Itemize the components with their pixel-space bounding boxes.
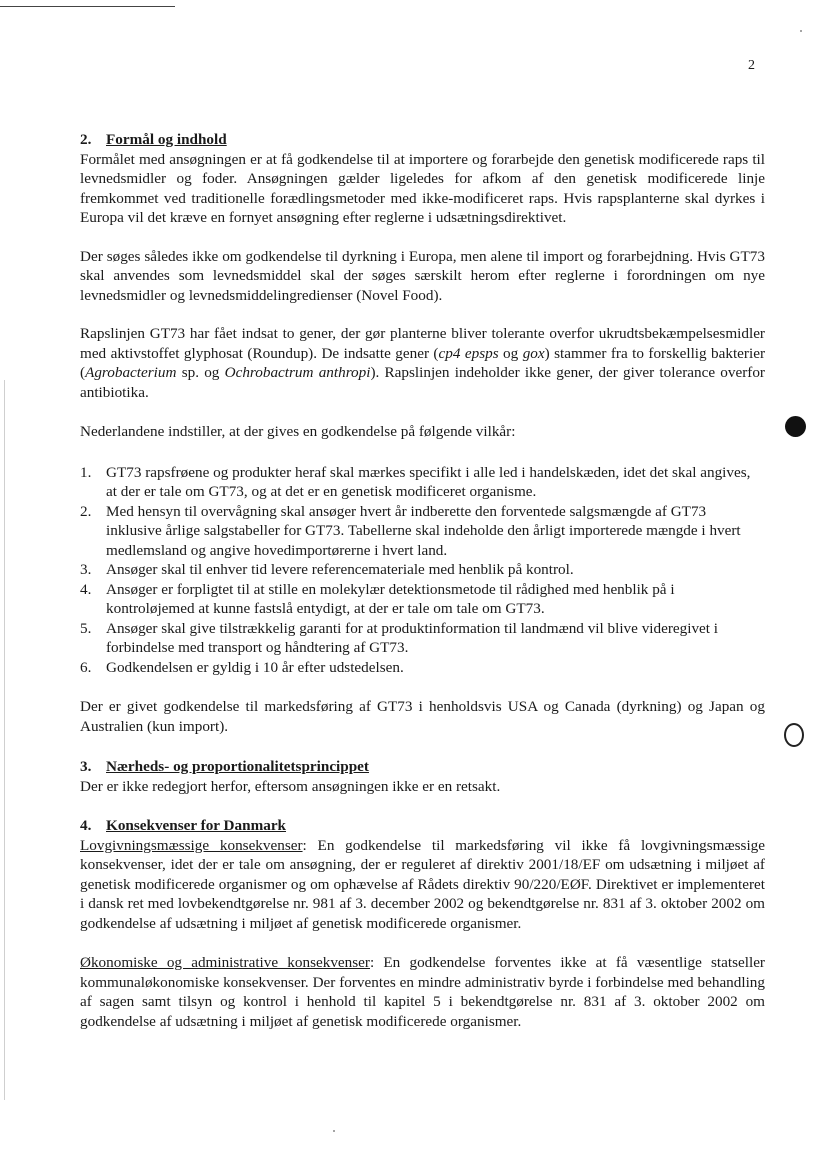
gene-name: gox <box>522 344 545 362</box>
section-number: 2. <box>80 131 92 148</box>
list-item: 2. Med hensyn til overvågning skal ansøger hvert år indberette den forventede salgsmængde af GT73 inklusive årlige salgstabeller for GT73. Tabellerne skal indeholde den årligt importerede mængde i hvert medlemsland og angive hovedimportørerne i hvert land. <box>80 502 741 559</box>
subheading: Lovgivningsmæssige konsekvenser <box>80 836 303 854</box>
section-number: 3. <box>80 758 92 775</box>
economic-consequences-paragraph: Økonomiske og administrative konsekvenser: En godkendelse forventes ikke at få væsentlige statseller kommunaløkonomiske konsekvenser. Der forventes en mindre administrativ byrde i forbindelse med behandling af sagen samt tilsyn og kontrol i henhold til kapitel 5 i bekendtgørelse nr. 831 af 3. oktober 2002 om godkendelse af udsætning i miljøet af genetisk modificerede organismer. <box>80 954 765 1030</box>
section-title: Konsekvenser for Danmark <box>106 817 287 834</box>
genes-paragraph: Rapslinjen GT73 har fået indsat to gener, der gør planterne bliver tolerante overfor ukrudtsbekæmpelsesmidler med aktivstoffet glyphosat (Roundup). De indsatte gener (cp4 epsps og gox) stammer fra to forskellig bakterier (Agrobacterium sp. og Ochrobactrum anthropi). Rapslinjen indeholder ikke gener, der giver tolerance overfor antibiotika. <box>80 325 766 401</box>
bacterium-name: Ochrobactrum anthropi <box>224 364 371 381</box>
section-title: Nærheds- og proportionalitetsprincippet <box>106 758 369 775</box>
section-2-heading <box>80 130 765 150</box>
section-title: Formål og indhold <box>106 131 227 148</box>
scan-artifact-line <box>0 6 175 7</box>
section-4-heading <box>80 816 765 836</box>
punch-hole-ring-icon <box>784 723 804 747</box>
list-item: 4. Ansøger er forpligtet til at stille en molekylær detektionsmetode til rådighed med henblik på i kontroløjemed at kunne fastslå entydigt, at der er tale om tale om GT73. <box>80 580 675 617</box>
section-number: 4. <box>80 817 92 834</box>
subheading: Økonomiske og administrative konsekvenser <box>80 954 370 971</box>
scan-artifact-edge <box>4 380 5 1100</box>
punch-hole-icon <box>785 416 806 437</box>
list-item: 1. GT73 rapsfrøene og produkter heraf skal mærkes specifikt i alle led i handelskæden, idet det skal angives, at der er tale om GT73, og at det er en genetisk modificeret organisme. <box>80 463 751 500</box>
list-item: 5. Ansøger skal give tilstrækkelig garanti for at produktinformation til landmænd vil blive videregivet i forbindelse med transport og håndtering af GT73. <box>80 619 719 656</box>
scope-paragraph: Der søges således ikke om godkendelse til dyrkning i Europa, men alene til import og forarbejdning. Hvis GT73 skal anvendes som levnedsmiddel skal der søges særskilt herom efter reglerne i forordningen om nye levnedsmidler og levnedsmiddelingredienser (Novel Food). <box>80 247 765 304</box>
gene-name: cp4 epsps <box>438 344 499 362</box>
recommendation-paragraph: Nederlandene indstiller, at der gives en godkendelse på følgende vilkår: <box>80 423 516 440</box>
section-3-heading <box>80 757 765 777</box>
list-item: 3. Ansøger skal til enhver tid levere referencemateriale med henblik på kontrol. <box>80 561 574 578</box>
subsidiarity-paragraph: Der er ikke redegjort herfor, eftersom ansøgningen ikke er en retsakt. <box>80 777 501 795</box>
document-body <box>80 130 765 1031</box>
bacterium-name: Agrobacterium <box>85 364 177 381</box>
scan-speck <box>333 1130 335 1132</box>
purpose-paragraph: Formålet med ansøgningen er at få godkendelse til at importere og forarbejde den genetisk modificerede raps til levnedsmidler og foder. Ansøgningen gælder ligeledes for afkom af den genetisk modificerede linje fremkommet ved traditionelle forædlingsmetoder med ikke-modificeret raps. Hvis rapsplanterne skal dyrkes i Europa vil det kræve en fornyet ansøgning efter reglerne i udsætningsdirektivet. <box>80 150 765 226</box>
scan-speck <box>800 30 802 32</box>
approvals-paragraph: Der er givet godkendelse til markedsføring af GT73 i henholdsvis USA og Canada (dyrkning) og Japan og Australien (kun import). <box>80 698 765 735</box>
list-item: 6. Godkendelsen er gyldig i 10 år efter udstedelsen. <box>80 658 404 676</box>
page-number: 2 <box>748 58 755 73</box>
legal-consequences-paragraph: Lovgivningsmæssige konsekvenser: En godkendelse til markedsføring vil ikke få lovgivningsmæssige konsekvenser, idet der er tale om ansøgning, der er reguleret af direktiv 2001/18/EF om udsætning i miljøet af genetisk modificerede organismer og om ophævelse af Rådets direktiv 90/220/EØF. Direktivet er implementeret i dansk ret med lovbekendtgørelse nr. 981 af 3. december 2002 og bekendtgørelse nr. 831 af 3. oktober 2002 om godkendelse af udsætning i miljøet af genetisk modificerede organismer. <box>80 836 765 932</box>
conditions-list <box>80 463 765 678</box>
